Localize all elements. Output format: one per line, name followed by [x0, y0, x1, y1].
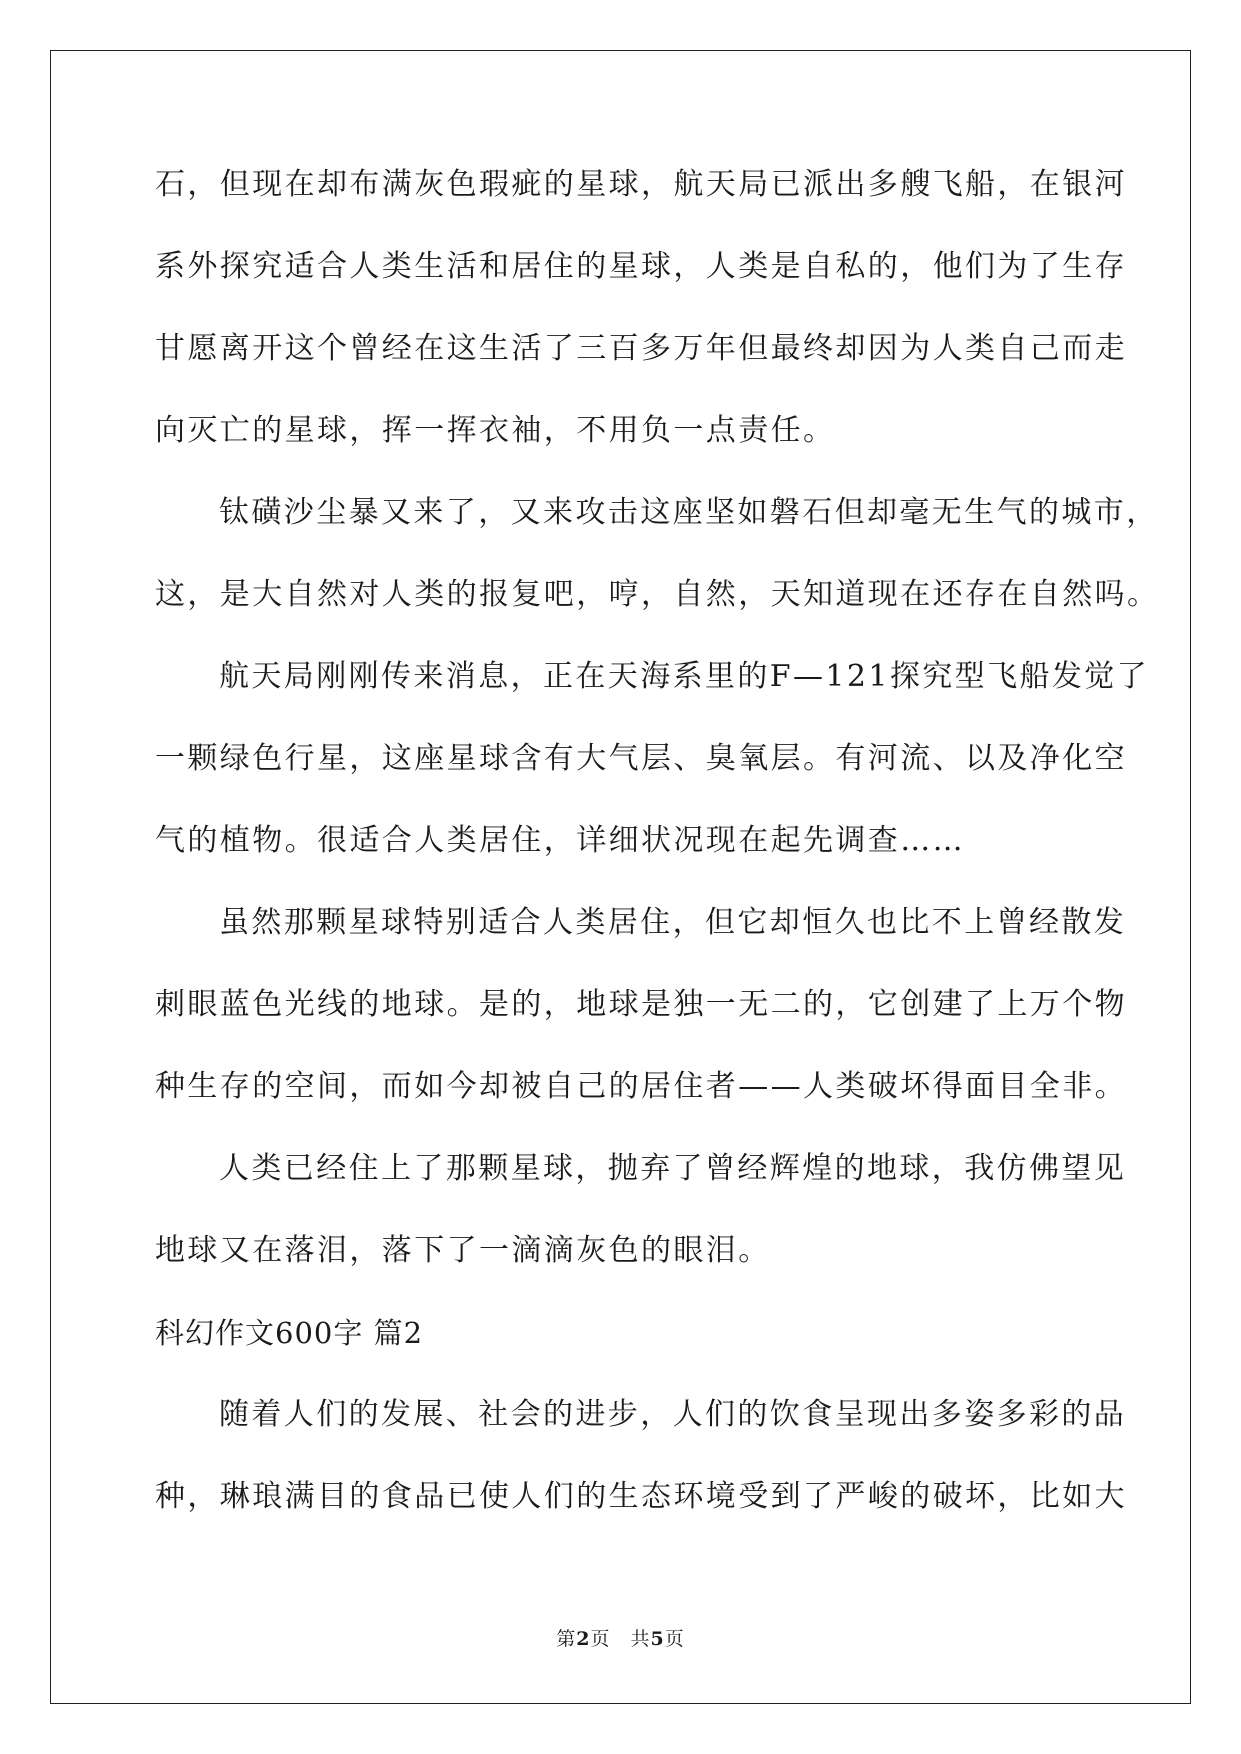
paragraph-start-line: 钛磺沙尘暴又来了，又来攻击这座坚如磐石但却毫无生气的城市， — [219, 495, 1159, 530]
text-line: 向灭亡的星球，挥一挥衣袖，不用负一点责任。 — [155, 413, 836, 448]
paragraph-start-line: 人类已经住上了那颗星球，抛弃了曾经辉煌的地球，我仿佛望见 — [219, 1151, 1127, 1186]
text-line: 种生存的空间，而如今却被自己的居住者——人类破坏得面目全非。 — [155, 1069, 1127, 1104]
footer-suffix: 页 — [664, 1628, 685, 1650]
text-line: 系外探究适合人类生活和居住的星球，人类是自私的，他们为了生存 — [155, 249, 1127, 284]
paragraph-start-line: 航天局刚刚传来消息，正在天海系里的F—121探究型飞船发觉了 — [219, 659, 1150, 694]
document-body — [155, 158, 1160, 1552]
footer-mid: 页 共 — [590, 1628, 651, 1650]
total-page-number: 5 — [650, 1628, 665, 1650]
text-line: 气的植物。很适合人类居住，详细状况现在起先调查…… — [155, 823, 965, 858]
paragraph-start-line: 随着人们的发展、社会的进步，人们的饮食呈现出多姿多彩的品 — [219, 1397, 1127, 1432]
text-line: 种，琳琅满目的食品已使人们的生态环境受到了严峻的破坏，比如大 — [155, 1479, 1127, 1514]
text-line: 这，是大自然对人类的报复吧，哼，自然，天知道现在还存在自然吗。 — [155, 577, 1160, 612]
current-page-number: 2 — [576, 1628, 591, 1650]
footer-prefix: 第 — [556, 1628, 577, 1650]
text-line: 石，但现在却布满灰色瑕疵的星球，航天局已派出多艘飞船，在银河 — [155, 167, 1127, 202]
paragraph-start-line: 虽然那颗星球特别适合人类居住，但它却恒久也比不上曾经散发 — [219, 905, 1127, 940]
page-number-footer — [0, 1624, 1241, 1651]
text-line: 一颗绿色行星，这座星球含有大气层、臭氧层。有河流、以及净化空 — [155, 741, 1127, 776]
text-line: 地球又在落泪，落下了一滴滴灰色的眼泪。 — [155, 1233, 771, 1268]
section-heading: 科幻作文600字 篇2 — [155, 1316, 424, 1350]
text-line: 刺眼蓝色光线的地球。是的，地球是独一无二的，它创建了上万个物 — [155, 987, 1127, 1022]
text-line: 甘愿离开这个曾经在这生活了三百多万年但最终却因为人类自己而走 — [155, 331, 1127, 366]
